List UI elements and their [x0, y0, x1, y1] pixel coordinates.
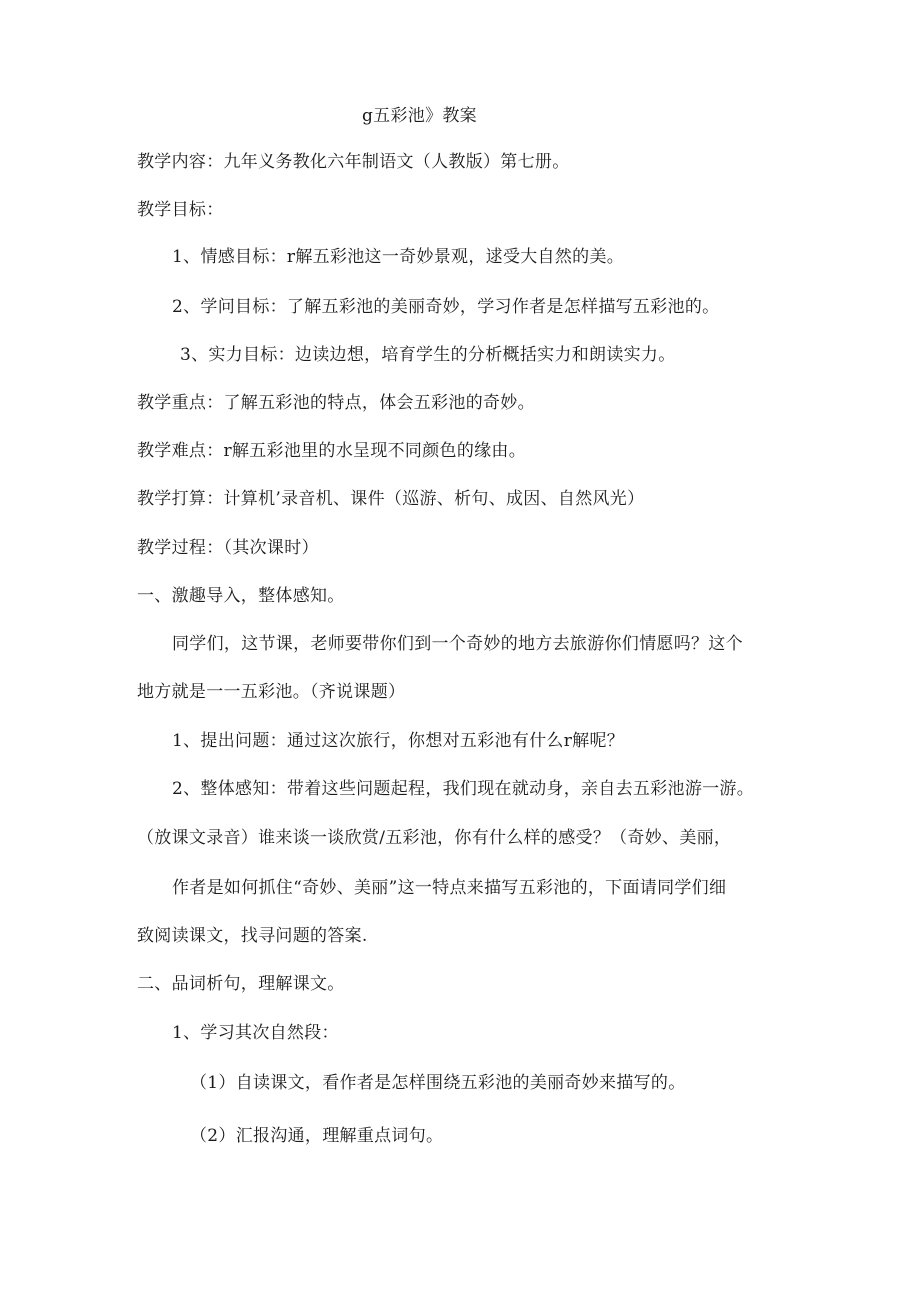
paragraph-difficult-point: 教学难点：r解五彩池里的水呈现不同颜色的缘由。	[137, 441, 527, 461]
paragraph-goal-ability: 3、实力目标：边读边想，培育学生的分析概括实力和朗读实力。	[180, 345, 676, 365]
document-title: g五彩池》教案	[362, 106, 477, 126]
paragraph-process: 教学过程：（其次课时）	[137, 538, 319, 558]
paragraph-author-line-2: 致阅读课文，找寻问题的答案.	[137, 926, 368, 946]
paragraph-step-2: （2）汇报沟通，理解重点词句。	[190, 1126, 444, 1146]
paragraph-teaching-content: 教学内容：九年义务教化六年制语文（人教版）第七册。	[137, 152, 570, 172]
paragraph-goal-emotion: 1、情感目标：r解五彩池这一奇妙景观，逑受大自然的美。	[172, 247, 625, 267]
paragraph-ask-question: 1、提出问题：通过这次旅行，你想对五彩池有什么r解呢？	[172, 731, 625, 751]
paragraph-intro-line-1: 同学们，这节课，老师要带你们到一个奇妙的地方去旅游你们情愿吗？这个	[172, 634, 743, 654]
paragraph-teaching-goals: 教学目标：	[137, 200, 224, 220]
paragraph-step-1: （1）自读课文，看作者是怎样围绕五彩池的美丽奇妙来描写的。	[190, 1073, 686, 1093]
paragraph-overall-line-1: 2、整体感知：带着这些问题起程，我们现在就动身，亲自去五彩池游一游。	[172, 779, 755, 799]
section-heading-2: 二、品词析句，理解课文。	[137, 974, 345, 994]
section-heading-1: 一、激趣导入，整体感知。	[137, 586, 345, 606]
paragraph-study-second: 1、学习其次自然段：	[172, 1023, 339, 1043]
paragraph-key-point: 教学重点：了解五彩池的特点，体会五彩池的奇妙。	[137, 393, 535, 413]
paragraph-intro-line-2: 地方就是一一五彩池。（齐说课题）	[137, 682, 406, 702]
paragraph-author-line-1: 作者是如何抓住“奇妙、美丽”这一特点来描写五彩池的，下面请同学们细	[172, 878, 727, 898]
paragraph-overall-line-2: （放课文录音）谁来谈一谈欣赏/五彩池，你有什么样的感受？（奇妙、美丽，	[137, 828, 732, 848]
paragraph-goal-knowledge: 2、学问目标：了解五彩池的美丽奇妙，学习作者是怎样描写五彩池的。	[172, 297, 720, 317]
paragraph-preparation: 教学打算：计算机’录音机、课件（巡游、析句、成因、自然风光）	[137, 489, 645, 509]
